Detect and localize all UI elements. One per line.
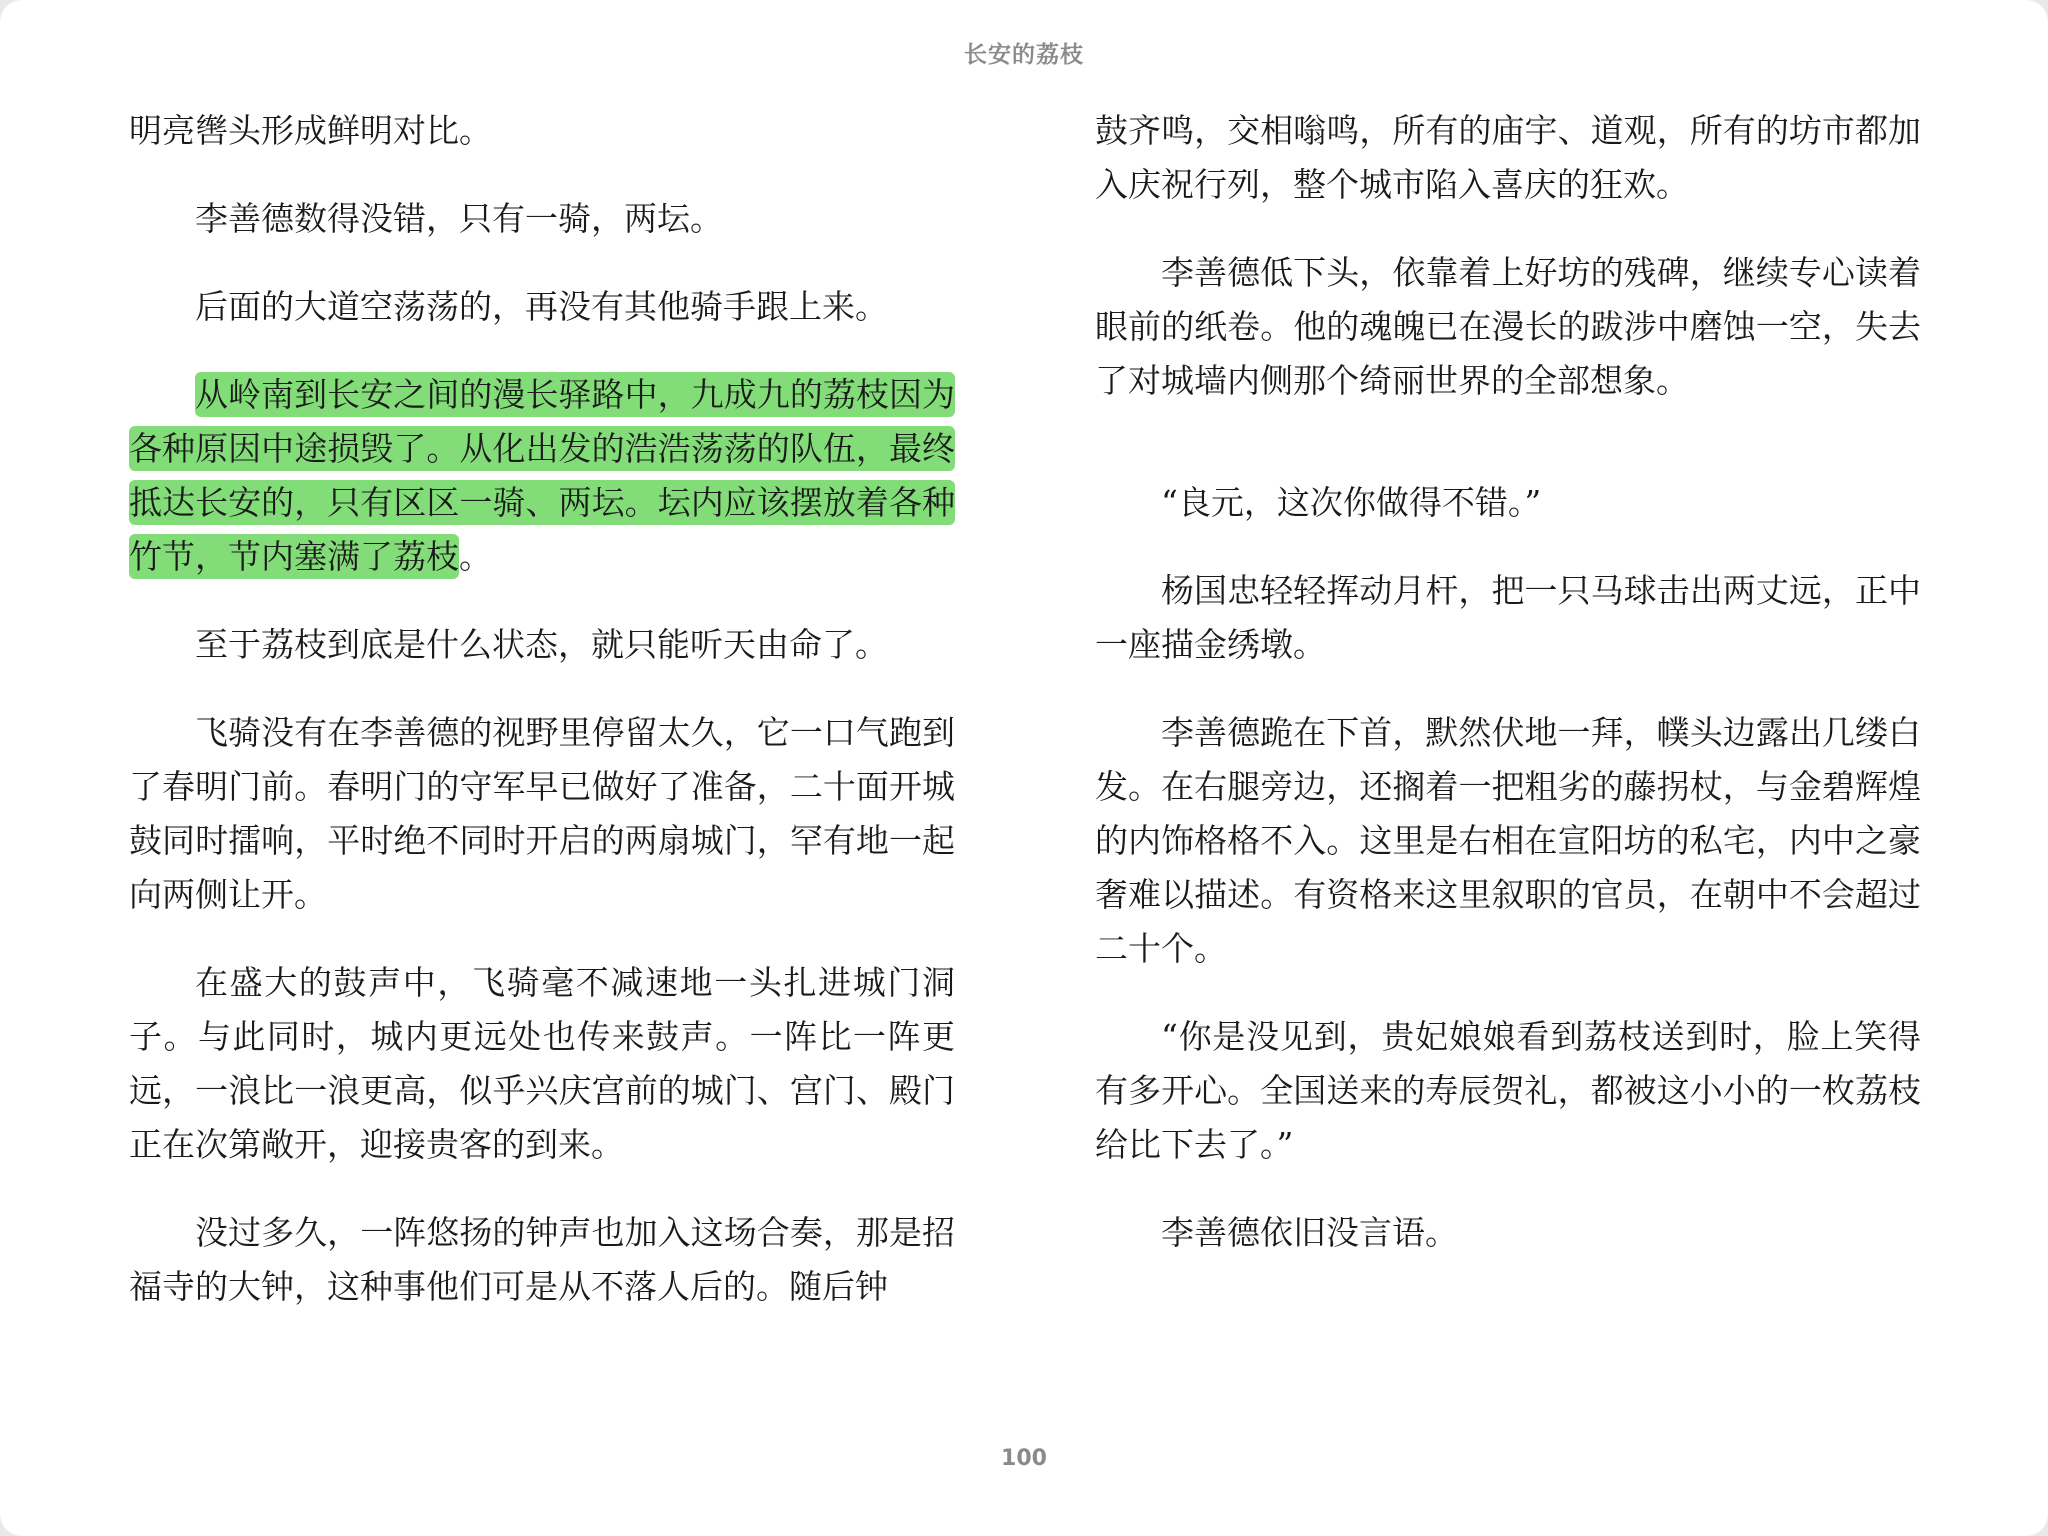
- paragraph[interactable]: 至于荔枝到底是什么状态，就只能听天由命了。: [195, 625, 888, 664]
- page-number: 100: [1001, 1446, 1047, 1471]
- paragraph[interactable]: “良元，这次你做得不错。”: [1161, 483, 1542, 522]
- paragraph[interactable]: 李善德依旧没言语。: [1161, 1213, 1458, 1252]
- right-page-column: [1095, 104, 1921, 1294]
- paragraph[interactable]: 李善德低下头，依靠着上好坊的残碑，继续专心读着眼前的纸卷。他的魂魄已在漫长的跋涉中磨蚀一空，失去了对城墙内侧那个绮丽世界的全部想象。: [1095, 253, 1921, 400]
- paragraph[interactable]: 没过多久，一阵悠扬的钟声也加入这场合奏，那是招福寺的大钟，这种事他们可是从不落人后的。随后钟: [129, 1213, 955, 1306]
- paragraph[interactable]: 鼓齐鸣，交相嗡鸣，所有的庙宇、道观，所有的坊市都加入庆祝行列，整个城市陷入喜庆的狂欢。: [1095, 111, 1921, 204]
- paragraph[interactable]: 李善德跪在下首，默然伏地一拜，幞头边露出几缕白发。在右腿旁边，还搁着一把粗劣的藤拐杖，与金碧辉煌的内饰格格不入。这里是右相在宣阳坊的私宅，内中之豪奢难以描述。有资格来这里叙职的官员，在朝中不会超过二十个。: [1095, 713, 1921, 968]
- paragraph[interactable]: 飞骑没有在李善德的视野里停留太久，它一口气跑到了春明门前。春明门的守军早已做好了准备，二十面开城鼓同时擂响，平时绝不同时开启的两扇城门，罕有地一起向两侧让开。: [129, 713, 955, 914]
- book-title: 长安的荔枝: [964, 42, 1084, 68]
- paragraph[interactable]: 后面的大道空荡荡的，再没有其他骑手跟上来。: [195, 287, 888, 326]
- paragraph[interactable]: 在盛大的鼓声中，飞骑毫不减速地一头扎进城门洞子。与此同时，城内更远处也传来鼓声。一阵比一阵更远，一浪比一浪更高，似乎兴庆宫前的城门、宫门、殿门正在次第敞开，迎接贵客的到来。: [129, 963, 955, 1164]
- highlighted-paragraph[interactable]: [129, 368, 955, 584]
- paragraph-tail: 。: [459, 537, 492, 576]
- paragraph[interactable]: 李善德数得没错，只有一骑，两坛。: [195, 199, 723, 238]
- text-highlight[interactable]: 从岭南到长安之间的漫长驿路中，九成九的荔枝因为各种原因中途损毁了。从化出发的浩浩荡荡的队伍，最终抵达长安的，只有区区一骑、两坛。坛内应该摆放着各种竹节，节内塞满了荔枝: [129, 372, 955, 579]
- paragraph[interactable]: “你是没见到，贵妃娘娘看到荔枝送到时，脸上笑得有多开心。全国送来的寿辰贺礼，都被这小小的一枚荔枝给比下去了。”: [1095, 1017, 1921, 1164]
- paragraph[interactable]: 明亮辔头形成鲜明对比。: [129, 111, 492, 150]
- paragraph[interactable]: 杨国忠轻轻挥动月杆，把一只马球击出两丈远，正中一座描金绣墩。: [1095, 571, 1921, 664]
- left-page-column: [129, 104, 955, 1348]
